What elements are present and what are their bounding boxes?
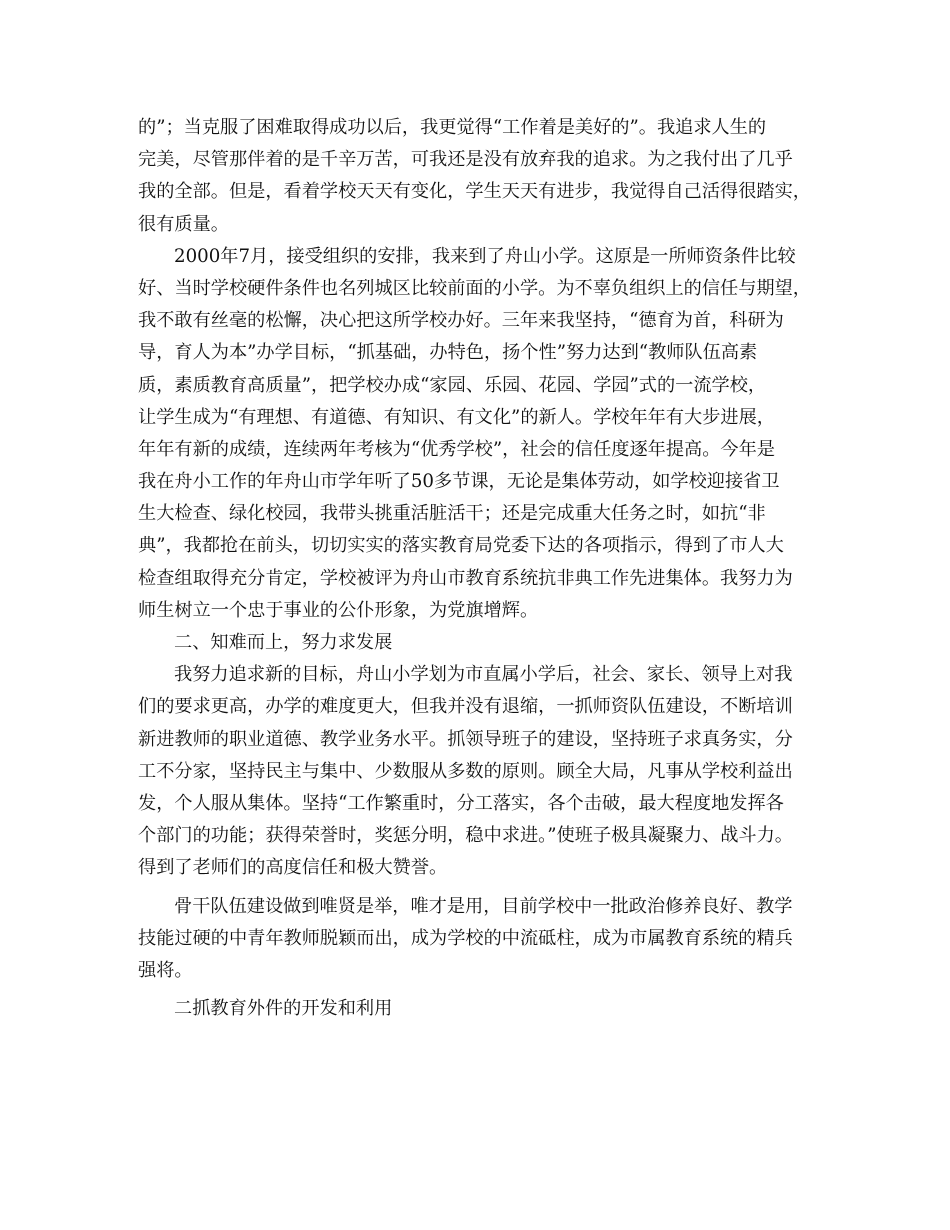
text-line: 我在舟小工作的年舟山市学年听了50多节课，无论是集体劳动，如学校迎接省卫 (138, 471, 780, 493)
text-line: 好、当时学校硬件条件也名列城区比较前面的小学。为不辜负组织上的信任与期望， (138, 277, 811, 299)
text-line: 检查组取得充分肯定，学校被评为舟山市教育系统抗非典工作先进集体。我努力为 (138, 567, 793, 589)
text-line: 发，个人服从集体。坚持“工作繁重时，分工落实，各个击破，最大程度地发挥各 (138, 792, 784, 814)
paragraph (138, 112, 828, 241)
text-line: 的”；当克服了困难取得成功以后，我更觉得“工作着是美好的”。我追求人生的 (138, 117, 767, 138)
text-line: 工不分家，坚持民主与集中、少数服从多数的原则。顾全大局，凡事从学校利益出 (138, 760, 793, 782)
text-line: 生大检查、绿化校园，我带头挑重活脏活干；还是完成重大任务之时，如抗“非 (138, 503, 766, 525)
text-line: 得到了老师们的高度信任和极大赞誉。 (138, 857, 448, 879)
text-line: 2000年7月，接受组织的安排，我来到了舟山小学。这原是一所师资条件比较 (174, 245, 796, 267)
text-line: 很有质量。 (138, 213, 229, 235)
text-line: 我努力追求新的目标，舟山小学划为市直属小学后，社会、家长、领导上对我 (174, 664, 793, 686)
text-line: 我不敢有丝毫的松懈，决心把这所学校办好。三年来我坚持，“德育为首，科研为 (138, 310, 784, 332)
paragraph (138, 659, 828, 884)
text-line: 强将。 (138, 959, 193, 981)
text-line: 个部门的功能；获得荣誉时，奖惩分明，稳中求进。”使班子极具凝聚力、战斗力。 (138, 825, 793, 847)
text-line: 质，素质教育高质量”，把学校办成“家园、乐园、花园、学园”式的一流学校， (138, 374, 767, 396)
paragraph (138, 241, 828, 627)
text-line: 我的全部。但是，看着学校天天有变化，学生天天有进步，我觉得自己活得很踏实， (138, 181, 811, 203)
text-line: 让学生成为“有理想、有道德、有知识、有文化”的新人。学校年年有大步进展， (138, 406, 775, 428)
text-line: 典”，我都抢在前头，切切实实的落实教育局党委下达的各项指示，得到了市人大 (138, 535, 784, 557)
document-body (138, 112, 828, 1025)
text-line: 师生树立一个忠于事业的公仆形象，为党旗增辉。 (138, 599, 539, 621)
text-line: 年年有新的成绩，连续两年考核为“优秀学校”，社会的信任度逐年提高。今年是 (138, 438, 775, 460)
text-line: 完美，尽管那伴着的是千辛万苦，可我还是没有放弃我的追求。为之我付出了几乎 (138, 149, 793, 171)
text-line: 技能过硬的中青年教师脱颖而出，成为学校的中流砥柱，成为市属教育系统的精兵 (138, 927, 793, 949)
paragraph (138, 891, 828, 988)
text-line: 导，育人为本”办学目标，“抓基础，办特色，扬个性”努力达到“教师队伍高素 (138, 342, 758, 364)
section-heading (138, 627, 828, 659)
text-line: 们的要求更高，办学的难度更大，但我并没有退缩，一抓师资队伍建设，不断培训 (138, 696, 793, 718)
section-heading-text: 二抓教育外件的开发和利用 (174, 998, 393, 1020)
section-heading-text: 二、知难而上，努力求发展 (174, 632, 393, 653)
text-line: 骨干队伍建设做到唯贤是举，唯才是用，目前学校中一批政治修养良好、教学 (174, 895, 793, 917)
section-heading (138, 993, 828, 1025)
text-line: 新进教师的职业道德、教学业务水平。抓领导班子的建设，坚持班子求真务实，分 (138, 728, 793, 750)
